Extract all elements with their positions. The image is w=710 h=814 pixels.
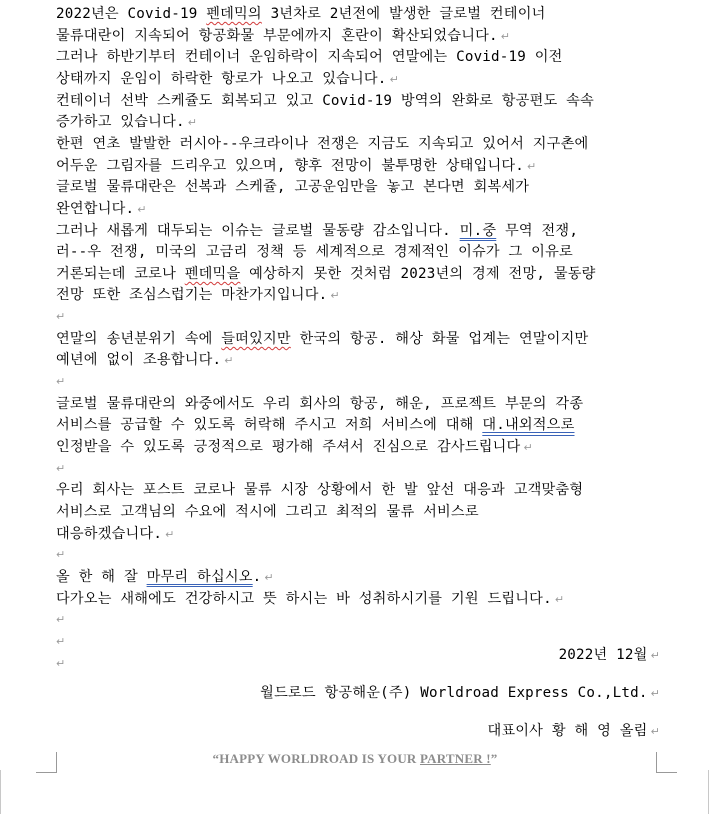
paragraph-mark: ↵ (523, 441, 533, 454)
letter-date: 2022년 12월 ↵ (558, 647, 660, 663)
body-line (56, 524, 175, 545)
body-line (56, 199, 147, 220)
body-line-text: 올 한 해 잘 마무리 하십시오. (56, 568, 262, 585)
body-line-text: 그러나 하반기부터 컨테이너 운임하락이 지속되어 연말에는 Covid-19 이전 (56, 49, 563, 66)
body-line-text: 연말의 송년분위기 속에 들떠있지만 한국의 항공. 해상 화물 업계는 연말이지만 (56, 330, 589, 347)
body-line (56, 242, 573, 262)
paragraph-mark: ↵ (224, 354, 234, 368)
empty-paragraph-mark: ↵ (56, 656, 66, 670)
body-line-text: 서비스를 공급할 수 있도록 허락해 주시고 저희 서비스에 대해 대.내외적으로 (56, 417, 575, 434)
body-line-text: 글로벌 물류대란은 선복과 스케쥴, 고공운임만을 놓고 본다면 회복세가 (56, 179, 530, 196)
body-line-text: 컨테이너 선박 스케쥴도 회복되고 있고 Covid-19 방역의 완화로 항공편도 속속 (56, 92, 594, 109)
body-line-text: 그러나 새롭게 대두되는 이슈는 글로벌 물동량 감소입니다. 미.중 무역 전쟁, (56, 222, 579, 239)
company-name: 월드로드 항공해운(주) Worldroad Express Co.,Ltd. ↵ (260, 685, 660, 701)
paragraph-mark: ↵ (330, 289, 340, 303)
body-line-text: 다가오는 새해에도 건강하시고 뜻 하시는 바 성취하시기를 기원 드립니다. (56, 590, 552, 607)
body-line (56, 437, 533, 458)
body-line (56, 350, 234, 371)
paragraph-mark: ↵ (389, 72, 399, 86)
body-line-text: 글로벌 물류대란의 와중에서도 우리 회사의 항공, 해운, 프로젝트 부문의 각종 (56, 395, 584, 412)
footer-slogan: “HAPPY WORLDROAD IS YOUR PARTNER !” (212, 751, 498, 766)
body-line-text: 전망 또한 조심스럽기는 마찬가지입니다. (56, 287, 328, 304)
body-line (56, 4, 546, 24)
paragraph-mark: ↵ (264, 570, 274, 584)
body-line-text: 완연합니다. (56, 200, 135, 217)
body-line (56, 177, 529, 197)
body-line-text: 한편 연초 발발한 러시아--우크라이나 전쟁은 지금도 지속되고 있어서 지구촌에 (56, 135, 589, 152)
body-line (56, 480, 583, 500)
body-line-text: 인정받을 수 있도록 긍정적으로 평가해 주셔서 진심으로 감사드립니다 (56, 439, 521, 455)
empty-paragraph-mark: ↵ (56, 613, 66, 627)
body-line-text: 상태까지 운임이 하락한 항로가 나오고 있습니다. (56, 70, 387, 87)
body-line (56, 156, 536, 177)
body-line (56, 589, 564, 610)
body-line-text: 거론되는데 코로나 펜데믹을 예상하지 못한 것처럼 2023년의 경제 전망, 물동량 (56, 265, 596, 282)
body-line-text: 예년에 없이 조용합니다. (56, 352, 222, 369)
empty-paragraph-mark: ↵ (56, 310, 66, 324)
slogan-partner: PARTNER ! (419, 751, 491, 766)
empty-paragraph-mark: ↵ (56, 634, 66, 648)
body-line (56, 47, 563, 67)
body-line (56, 329, 588, 349)
body-line-text: 대응하겠습니다. (56, 525, 163, 542)
body-line-text: 어두운 그림자를 드리우고 있으며, 향후 전망이 불투명한 상태입니다. (56, 157, 525, 174)
body-line (56, 134, 588, 154)
body-line (56, 502, 479, 522)
body-line (56, 285, 340, 306)
body-line (56, 394, 583, 414)
empty-paragraph-mark: ↵ (56, 375, 66, 389)
body-line-text: 증가하고 있습니다. (56, 114, 185, 131)
body-line-text: 물류대란이 지속되어 항공화물 부문에까지 혼란이 확산되었습니다. (56, 27, 498, 44)
body-line (56, 112, 197, 133)
ceo-signature-line: 대표이사 황 해 영 올림 ↵ (487, 723, 660, 739)
page-edge-left (0, 770, 1, 814)
paragraph-mark: ↵ (500, 29, 511, 43)
empty-paragraph-mark: ↵ (56, 548, 66, 562)
body-line (56, 221, 578, 241)
page-edge-right (708, 770, 709, 814)
paragraph-mark: ↵ (187, 116, 198, 130)
body-line (56, 69, 399, 90)
paragraph-mark: ↵ (527, 159, 537, 173)
body-line (56, 415, 575, 435)
body-line-text: 2022년은 Covid-19 펜데믹의 3년차로 2년전에 발생한 글로벌 컨테이너 (56, 6, 546, 22)
body-line-text: 서비스로 고객님의 수요에 적시에 그리고 최적의 물류 서비스로 (56, 503, 479, 520)
body-line (56, 91, 594, 111)
paragraph-mark: ↵ (165, 527, 175, 541)
paragraph-mark: ↵ (554, 592, 565, 606)
empty-paragraph-mark: ↵ (56, 461, 66, 475)
body-line (56, 567, 274, 588)
body-line (56, 26, 510, 47)
body-line-text: 우리 회사는 포스트 코로나 물류 시장 상황에서 한 발 앞선 대응과 고객맞춤형 (56, 482, 584, 499)
body-line-text: 러--우 전쟁, 미국의 고금리 정책 등 세계적으로 경제적인 이슈가 그 이유로 (56, 244, 573, 261)
body-line (56, 264, 596, 284)
paragraph-mark: ↵ (137, 202, 147, 216)
